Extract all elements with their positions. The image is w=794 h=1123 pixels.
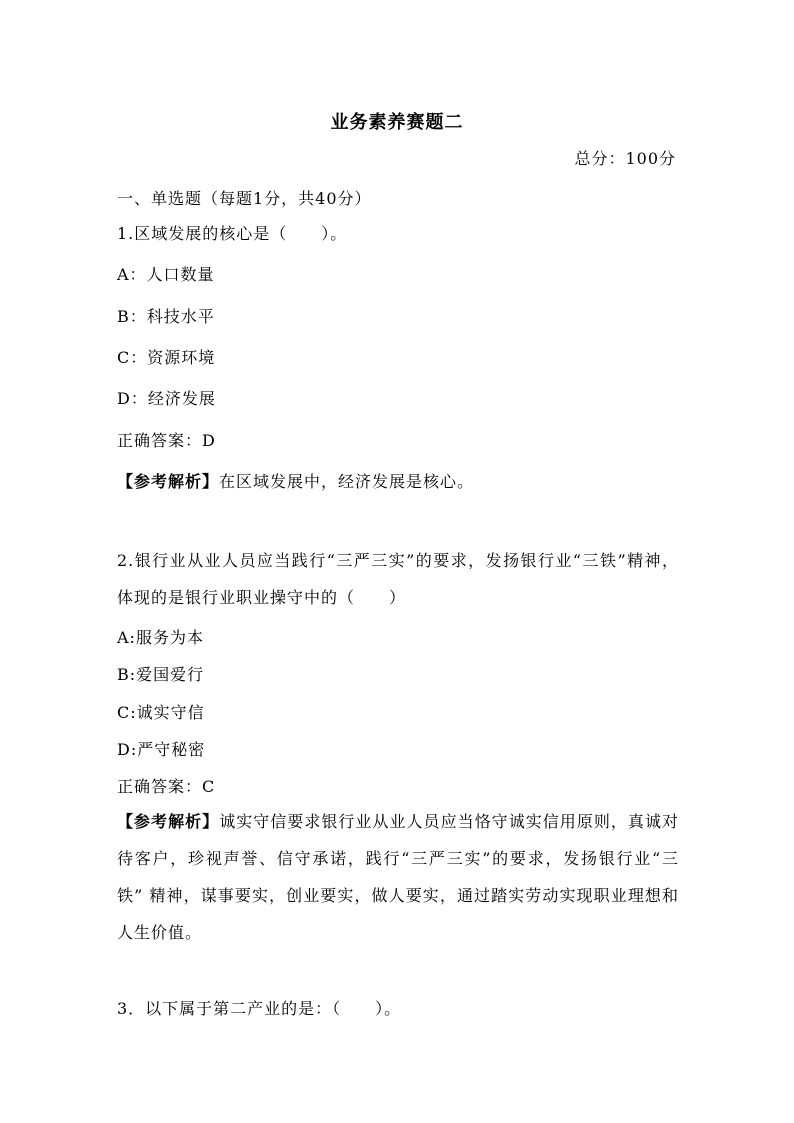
question-1-option-a: A：人口数量 [117,265,215,284]
question-1-option-c: C：资源环境 [117,348,216,367]
question-2-option-b: B:爱国爱行 [117,665,205,684]
question-1-option-d: D：经济发展 [117,389,216,408]
question-3-stem: 3．以下属于第二产业的是：（ ）。 [117,999,402,1018]
question-1-analysis [117,469,474,492]
question-1-answer: 正确答案：D [117,431,216,450]
question-2-stem: 2.银行业从业人员应当践行“三严三实”的要求，发扬银行业“三铁”精神，体现的是银行业职业操守中的（ ） [117,551,679,607]
question-1-stem: 1.区域发展的核心是（ ）。 [117,224,348,243]
question-2-option-d: D:严守秘密 [117,740,206,759]
question-1-option-b: B：科技水平 [117,307,215,326]
question-2-option-a: A:服务为本 [117,628,204,647]
page-title: 业务素养赛题二 [330,112,464,133]
analysis-text: 诚实守信要求银行业从业人员应当恪守诚实信用原则，真诚对待客户，珍视声誉、信守承诺，践行“三严三实”的要求，发扬银行业“三铁” 精神，谋事要实，创业要实，做人要实，通过踏实劳动实现职业理想和人生价值。 [117,812,679,942]
section-heading: 一、单选题（每题1分，共40分） [117,189,372,208]
question-2-answer: 正确答案：C [117,777,216,796]
analysis-label: 【参考解析】 [117,812,220,831]
analysis-text: 在区域发展中，经济发展是核心。 [219,472,475,491]
total-score: 总分：100分 [574,149,676,168]
analysis-label: 【参考解析】 [117,472,220,491]
question-2-analysis [117,803,679,951]
question-2-option-c: C:诚实守信 [117,703,205,722]
